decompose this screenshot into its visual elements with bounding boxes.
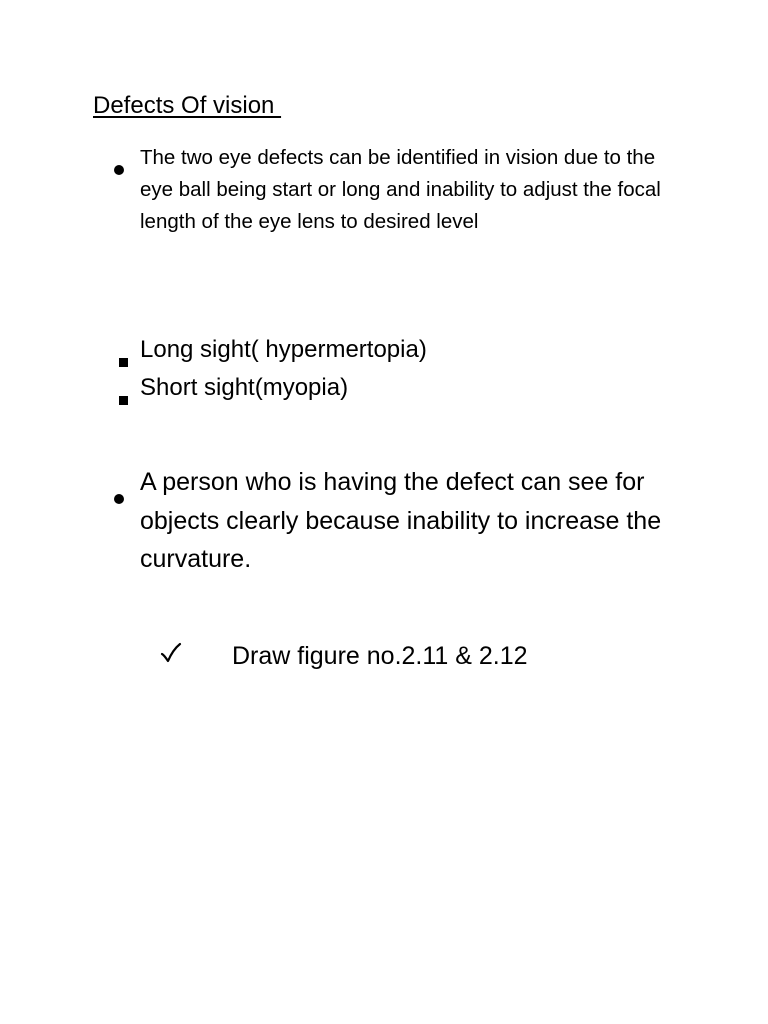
bullet-square-icon: [119, 379, 128, 417]
task-text: Draw figure no.2.11 & 2.12: [232, 642, 528, 670]
checkmark-icon: [160, 642, 182, 664]
list-item-short-sight: [140, 369, 700, 407]
bullet-text: A person who is having the defect can see for objects clearly because inability to increase the curvature.: [140, 468, 662, 573]
bullet-text: The two eye defects can be identified in vision due to the eye ball being start or long and inability to adjust the focal length of the eye lens to desired level: [140, 146, 661, 233]
list-item-text: Short sight(myopia): [140, 374, 349, 401]
bullet-square-icon: [119, 341, 128, 379]
bullet-dot-icon: [114, 153, 124, 185]
bullet-dot-icon: [114, 477, 124, 516]
list-item-text: Long sight( hypermertopia): [140, 336, 427, 363]
bullet-point-defects-intro: [140, 142, 680, 238]
page-title: Defects Of vision: [93, 92, 282, 119]
list-item-long-sight: [140, 331, 700, 369]
bullet-point-defect-note: [140, 463, 685, 579]
